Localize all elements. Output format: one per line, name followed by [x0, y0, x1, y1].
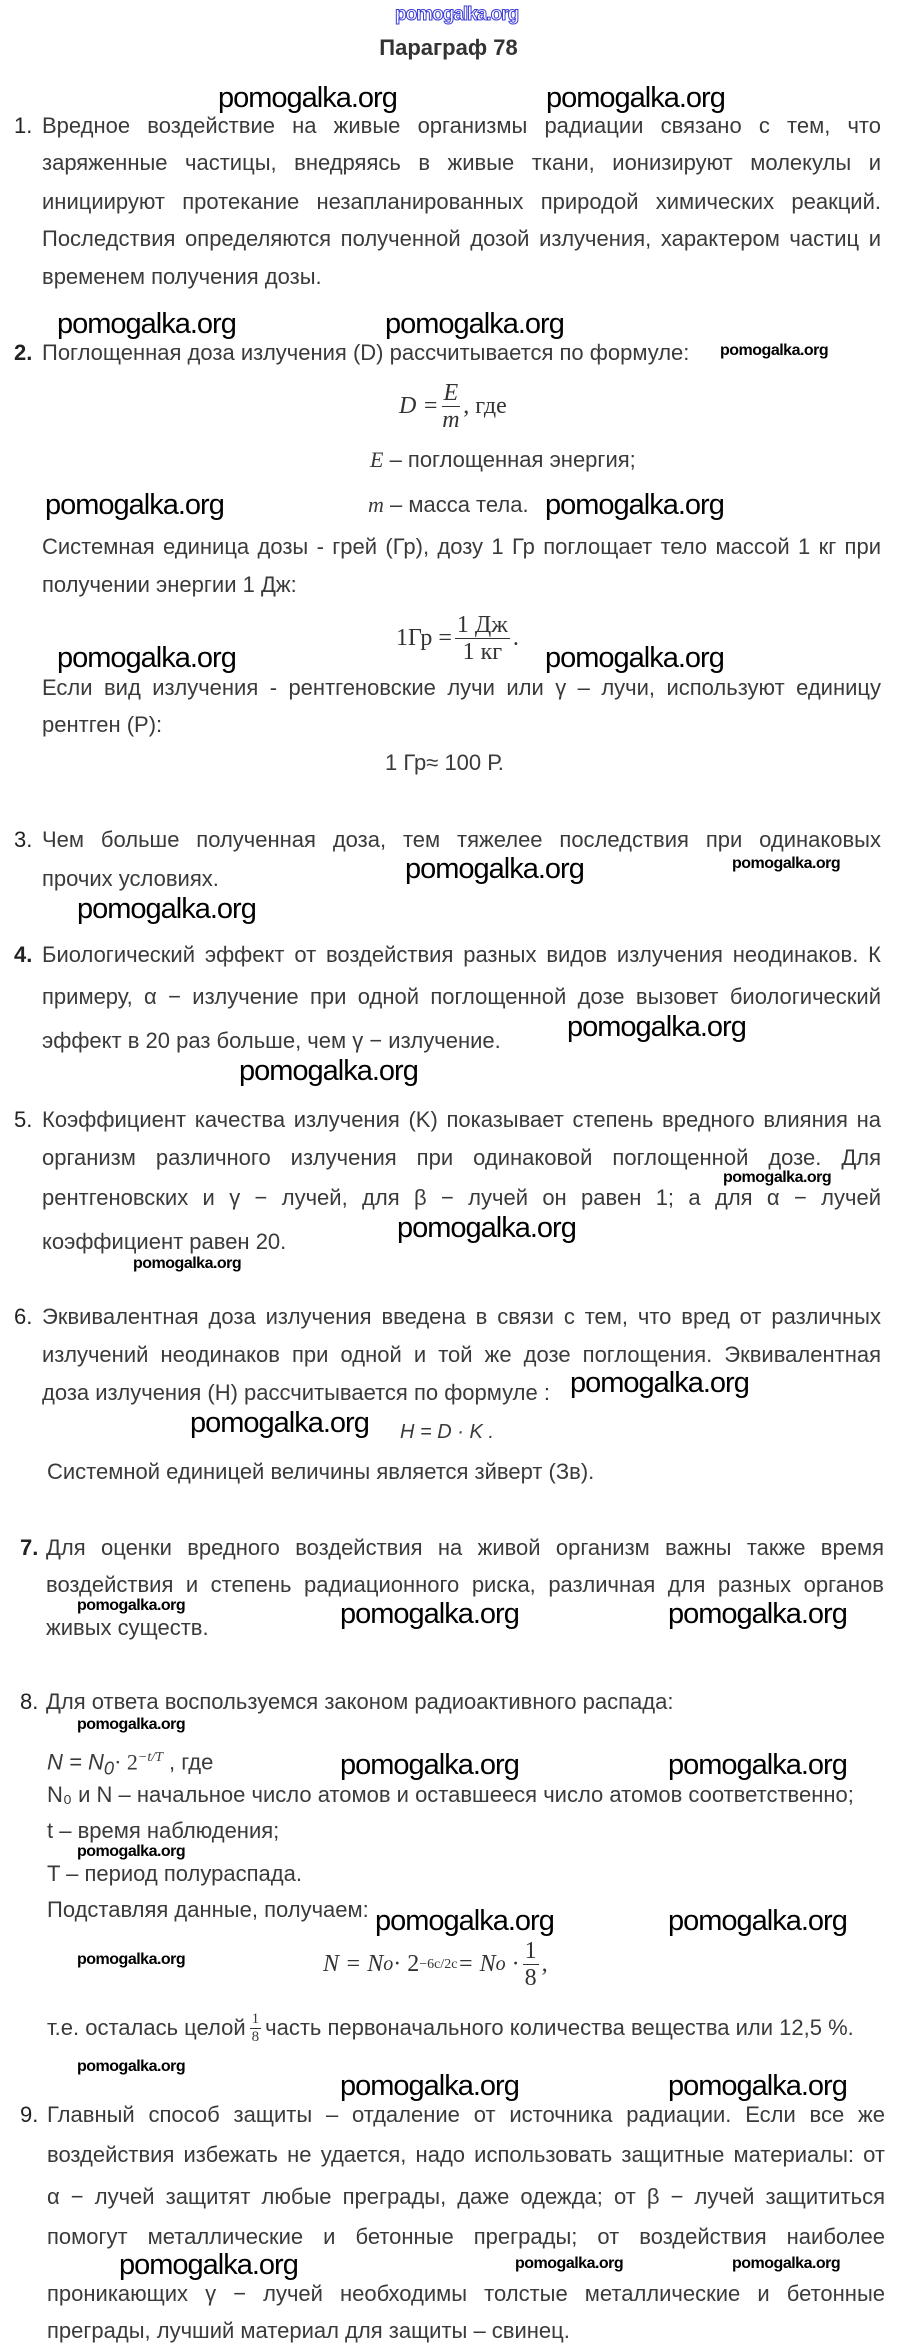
watermark: pomogalka.org	[668, 1598, 847, 1630]
watermark-small: pomogalka.org	[723, 1169, 832, 1186]
definition-m	[368, 493, 529, 517]
watermark-small: pomogalka.org	[133, 1255, 242, 1272]
formula-decay-law	[47, 1746, 213, 1781]
watermark-small: pomogalka.org	[732, 855, 841, 872]
item-number: 5.	[14, 1107, 33, 1132]
symbol: m	[368, 492, 384, 517]
formula-roentgen: 1 Гр≈ 100 Р.	[385, 750, 504, 775]
item-number: 9.	[20, 2102, 39, 2127]
formula-base: · 2	[393, 1951, 420, 1978]
conclusion-text: часть первоначального количества вещества или 12,5 %.	[265, 2015, 854, 2040]
fraction-denominator: 8	[251, 2028, 260, 2045]
item-number: 4.	[14, 942, 33, 967]
formula-numerator: 1	[524, 1938, 537, 1964]
watermark: pomogalka.org	[567, 1011, 746, 1043]
definition-text: – поглощенная энергия;	[383, 447, 636, 472]
formula-equivalent-dose: H = D · K .	[400, 1421, 494, 1443]
formula-suffix: , где	[162, 1749, 214, 1775]
watermark: pomogalka.org	[340, 1749, 519, 1781]
watermark: pomogalka.org	[57, 642, 236, 674]
watermark: pomogalka.org	[340, 2070, 519, 2102]
watermark: pomogalka.org	[375, 1905, 554, 1937]
text-line: Чем больше полученная доза, тем тяжелее последствия при одинаковых	[42, 827, 881, 852]
text-line: Если вид излучения - рентгеновские лучи или γ – лучи, используют единицу	[42, 675, 881, 700]
formula-denominator: 8	[524, 1965, 537, 1992]
text-line: преграды, лучший материал для защиты – свинец.	[47, 2318, 570, 2343]
text-line: временем получения дозы.	[42, 264, 322, 289]
text-line: N₀ и N – начальное число атомов и оставшееся число атомов соответственно;	[47, 1782, 854, 1807]
watermark: pomogalka.org	[45, 489, 224, 521]
text-line: примеру, α − излучение при одной поглощенной дозе вызовет биологический	[42, 984, 881, 1009]
watermark: pomogalka.org	[397, 1212, 576, 1244]
watermark: pomogalka.org	[385, 308, 564, 340]
formula-lhs: D =	[399, 393, 439, 420]
watermark-small: pomogalka.org	[77, 2058, 186, 2075]
text-line: Поглощенная доза излучения (D) рассчитывается по формуле:	[42, 340, 690, 365]
symbol: E	[370, 447, 384, 472]
text-line: прочих условиях.	[42, 866, 219, 891]
watermark-small: pomogalka.org	[77, 1597, 186, 1614]
formula-suffix: , где	[463, 393, 507, 420]
text-line: Для ответа воспользуемся законом радиоактивного распада:	[46, 1689, 674, 1714]
text-line: заряженные частицы, внедряясь в живые ткани, ионизируют молекулы и	[42, 150, 881, 175]
text-line: воздействия и степень радиационного риска, различная для разных органов	[46, 1572, 884, 1597]
watermark: pomogalka.org	[340, 1598, 519, 1630]
formula-suffix: ,	[541, 1951, 548, 1978]
definition-e	[370, 448, 636, 472]
watermark: pomogalka.org	[190, 1407, 369, 1439]
item-number: 6.	[14, 1304, 33, 1329]
watermark: pomogalka.org	[545, 642, 724, 674]
formula-substitution: N = N o · 2 −6c/2c = N o · $\frac{1}{8}$ ,	[323, 1938, 548, 1992]
text-line: излучений неодинаков при одной и той же дозе поглощения. Эквивалентная	[42, 1342, 881, 1367]
watermark: pomogalka.org	[668, 1749, 847, 1781]
text-line: рентген (Р):	[42, 712, 163, 737]
watermark: pomogalka.org	[668, 1905, 847, 1937]
watermark-small: pomogalka.org	[515, 2255, 624, 2272]
item-number: 8.	[20, 1689, 39, 1714]
item-number: 7.	[20, 1535, 39, 1560]
watermark: pomogalka.org	[546, 82, 725, 114]
item-number: 1.	[14, 113, 33, 138]
formula-lhs: 1Гр =	[396, 625, 452, 652]
text-line: Системной единицей величины является зйверт (Зв).	[47, 1459, 595, 1484]
text-line: помогут металлические и бетонные преграды; от воздействия наиболее	[47, 2224, 885, 2249]
formula-subscript: 0	[103, 1757, 115, 1779]
watermark: pomogalka.org	[239, 1055, 418, 1087]
text-line: Коэффициент качества излучения (K) показывает степень вредного влияния на	[42, 1107, 881, 1132]
text-line: Эквивалентная доза излучения введена в связи с тем, что вред от различных	[42, 1304, 881, 1329]
formula-suffix: .	[512, 625, 519, 652]
formula-lhs: N = N	[323, 1951, 384, 1978]
text-line: Биологический эффект от воздействия разных видов излучения неодинаков. К	[42, 942, 881, 967]
text-line: t – время наблюдения;	[47, 1818, 280, 1843]
text-line: инициируют протекание незапланированных природой химических реакций.	[42, 189, 881, 214]
text-line: Последствия определяются полученной дозой излучения, характером частиц и	[42, 226, 881, 251]
watermark: pomogalka.org	[545, 489, 724, 521]
formula-denominator: 1 кг	[462, 639, 503, 666]
text-line: Для оценки вредного воздействия на живой организм важны также время	[46, 1535, 884, 1560]
text-line: воздействия избежать не удается, надо использовать защитные материалы: от	[47, 2142, 885, 2167]
watermark: pomogalka.org	[218, 82, 397, 114]
text-line: Главный способ защиты – отдаление от источника радиации. Если все же	[47, 2102, 885, 2127]
formula-base: · 2	[114, 1749, 138, 1775]
watermark-small: pomogalka.org	[77, 1716, 186, 1733]
text-line: Подставляя данные, получаем:	[47, 1897, 369, 1922]
text-line: организм различного излучения при одинаковой поглощенной дозе. Для	[42, 1145, 881, 1170]
item-number: 2.	[14, 340, 33, 365]
formula-subscript: o	[495, 1953, 506, 1976]
formula-lhs: N = N	[47, 1749, 104, 1775]
text-line: Системная единица дозы - грей (Гр), дозу 1 Гр поглощает тело массой 1 кг при	[42, 534, 881, 559]
formula-numerator: E	[443, 380, 459, 406]
item-number: 3.	[14, 827, 33, 852]
watermark-small: pomogalka.org	[720, 342, 829, 359]
watermark: pomogalka.org	[119, 2249, 298, 2281]
text-line: получении энергии 1 Дж:	[42, 572, 297, 597]
watermark: pomogalka.org	[570, 1367, 749, 1399]
formula-rhs: = N	[457, 1951, 496, 1978]
watermark-small: pomogalka.org	[77, 1843, 186, 1860]
watermark: pomogalka.org	[405, 853, 584, 885]
formula-denominator: m	[442, 407, 460, 434]
formula-absorbed-dose	[399, 380, 507, 434]
watermark-small: pomogalka.org	[77, 1951, 186, 1968]
page-title: Параграф 78	[379, 35, 518, 60]
conclusion-line	[47, 2011, 854, 2045]
text-line: проникающих γ − лучей необходимы толстые металлические и бетонные	[47, 2281, 885, 2306]
text-line: α − лучей защитят любые преграды, даже одежда; от β − лучей защититься	[47, 2184, 885, 2209]
site-logo[interactable]: pomogalka.org	[395, 4, 519, 25]
watermark-small: pomogalka.org	[732, 2255, 841, 2272]
text-line: Вредное воздействие на живые организмы радиации связано с тем, что	[42, 113, 881, 138]
text-line: рентгеновских и γ − лучей, для β − лучей он равен 1; а для α − лучей	[42, 1185, 881, 1210]
text-line: T – период полураспада.	[47, 1861, 302, 1886]
formula-subscript: o	[383, 1953, 394, 1976]
formula-exponent: −6c/2c	[419, 1956, 458, 1972]
conclusion-text: т.е. осталась целой	[47, 2015, 246, 2040]
formula-exponent: −t/T	[137, 1750, 163, 1765]
text-line: эффект в 20 раз больше, чем γ − излучение.	[42, 1028, 501, 1053]
formula-gray	[396, 612, 519, 666]
text-line: коэффициент равен 20.	[42, 1229, 287, 1254]
text-line: доза излучения (H) рассчитывается по формуле :	[42, 1380, 550, 1405]
watermark: pomogalka.org	[77, 893, 256, 925]
definition-text: – масса тела.	[383, 492, 529, 517]
watermark: pomogalka.org	[668, 2070, 847, 2102]
formula-numerator: 1 Дж	[456, 612, 508, 638]
watermark: pomogalka.org	[57, 308, 236, 340]
text-line: живых существ.	[46, 1615, 209, 1640]
fraction-numerator: 1	[251, 2011, 260, 2027]
